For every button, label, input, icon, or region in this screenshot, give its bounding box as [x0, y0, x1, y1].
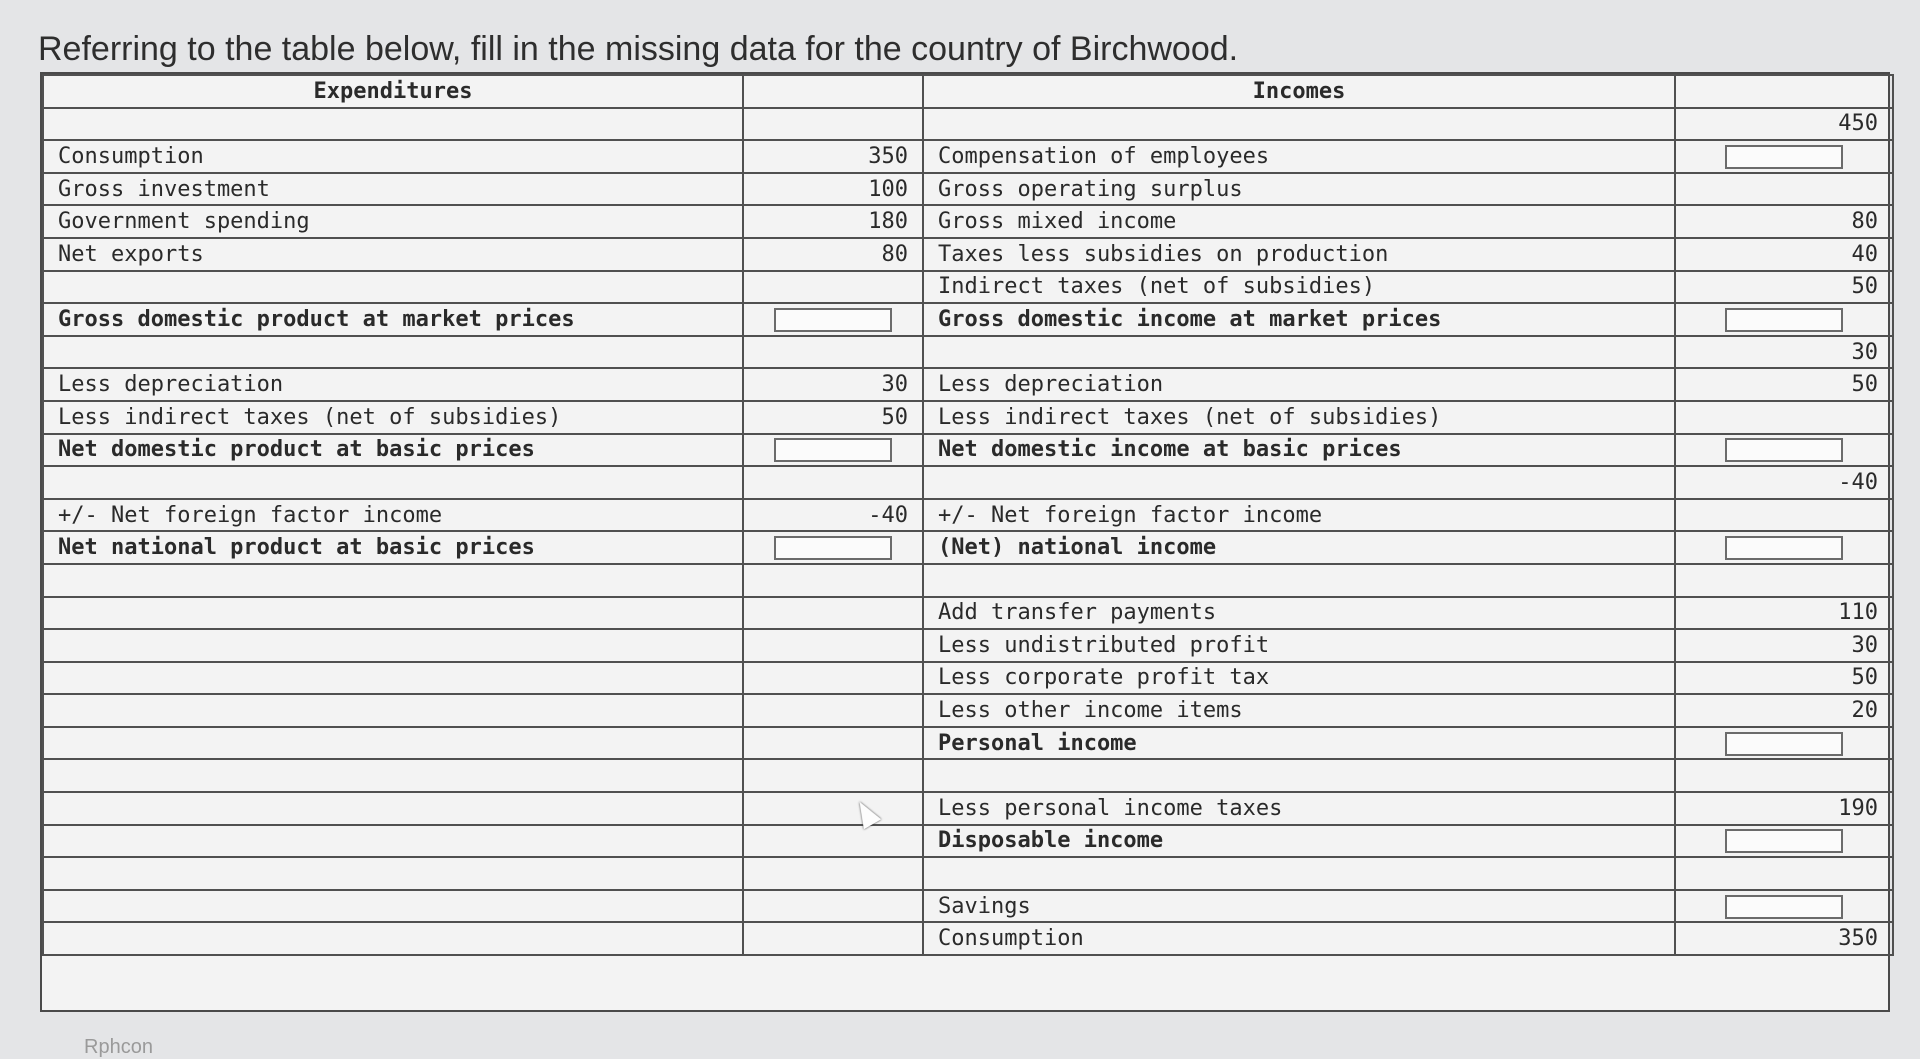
- right-value: [1675, 759, 1893, 792]
- right-value: 350: [1675, 922, 1893, 955]
- left-value: [743, 727, 923, 760]
- table-header-row: [43, 75, 1893, 108]
- right-value: 20: [1675, 694, 1893, 727]
- right-label: Taxes less subsidies on production: [923, 238, 1675, 271]
- right-value: 50: [1675, 271, 1893, 304]
- table-row: [43, 564, 1893, 597]
- table-row: [43, 434, 1893, 467]
- right-label: [923, 564, 1675, 597]
- answer-cell: [1675, 531, 1893, 564]
- left-value: -40: [743, 499, 923, 532]
- right-value: 450: [1675, 108, 1893, 141]
- left-label: [43, 759, 743, 792]
- right-value: [1675, 564, 1893, 597]
- right-label: Consumption: [923, 922, 1675, 955]
- right-label: [923, 759, 1675, 792]
- left-label: [43, 597, 743, 630]
- left-label: [43, 662, 743, 695]
- left-value: [743, 564, 923, 597]
- table-row: [43, 303, 1893, 336]
- right-label: [923, 466, 1675, 499]
- left-value: [743, 108, 923, 141]
- left-label: [43, 108, 743, 141]
- answer-cell: [1675, 727, 1893, 760]
- table-row: [43, 759, 1893, 792]
- gdp-answer-input[interactable]: [774, 308, 892, 332]
- left-label: [43, 336, 743, 369]
- left-label: Net national product at basic prices: [43, 531, 743, 564]
- table-row: [43, 336, 1893, 369]
- left-value: [743, 857, 923, 890]
- answer-cell: [1675, 890, 1893, 923]
- table-row: [43, 173, 1893, 206]
- right-value: 50: [1675, 662, 1893, 695]
- table-row: [43, 597, 1893, 630]
- right-value: [1675, 173, 1893, 206]
- table-row: [43, 140, 1893, 173]
- right-value: 80: [1675, 205, 1893, 238]
- left-value: 180: [743, 205, 923, 238]
- left-label: [43, 271, 743, 304]
- right-value: 190: [1675, 792, 1893, 825]
- right-value: 110: [1675, 597, 1893, 630]
- table-row: [43, 727, 1893, 760]
- left-value: [743, 629, 923, 662]
- left-value: [743, 466, 923, 499]
- right-label: [923, 857, 1675, 890]
- right-value: 30: [1675, 629, 1893, 662]
- table-row: [43, 890, 1893, 923]
- left-label: [43, 825, 743, 858]
- left-value: [743, 336, 923, 369]
- left-label: Less indirect taxes (net of subsidies): [43, 401, 743, 434]
- table-row: [43, 466, 1893, 499]
- table-row: [43, 238, 1893, 271]
- incomes-header: Incomes: [923, 75, 1675, 108]
- national-income-answer-input[interactable]: [1725, 536, 1843, 560]
- left-value: 80: [743, 238, 923, 271]
- right-label: Less indirect taxes (net of subsidies): [923, 401, 1675, 434]
- right-label: Gross operating surplus: [923, 173, 1675, 206]
- answer-cell: [1675, 825, 1893, 858]
- nnp-answer-input[interactable]: [774, 536, 892, 560]
- table-row: [43, 694, 1893, 727]
- ndp-answer-input[interactable]: [774, 438, 892, 462]
- right-label: [923, 336, 1675, 369]
- left-value: [743, 792, 923, 825]
- right-label: Disposable income: [923, 825, 1675, 858]
- left-label: [43, 890, 743, 923]
- right-label: Personal income: [923, 727, 1675, 760]
- answer-cell: [1675, 140, 1893, 173]
- right-value: [1675, 857, 1893, 890]
- left-label: Less depreciation: [43, 368, 743, 401]
- left-value: [743, 825, 923, 858]
- right-value: [1675, 499, 1893, 532]
- table-row: [43, 792, 1893, 825]
- left-label: Net exports: [43, 238, 743, 271]
- left-label: [43, 857, 743, 890]
- table-row: [43, 531, 1893, 564]
- left-label: [43, 792, 743, 825]
- left-label: [43, 629, 743, 662]
- left-label: Gross investment: [43, 173, 743, 206]
- right-label: Savings: [923, 890, 1675, 923]
- left-label: [43, 727, 743, 760]
- left-value: [743, 271, 923, 304]
- left-value: 30: [743, 368, 923, 401]
- disposable-income-answer-input[interactable]: [1725, 829, 1843, 853]
- left-value: [743, 890, 923, 923]
- answer-cell: [1675, 434, 1893, 467]
- right-label: Less depreciation: [923, 368, 1675, 401]
- compensation-answer-input[interactable]: [1725, 145, 1843, 169]
- right-label: [923, 108, 1675, 141]
- left-label: Government spending: [43, 205, 743, 238]
- right-label: Gross domestic income at market prices: [923, 303, 1675, 336]
- savings-answer-input[interactable]: [1725, 895, 1843, 919]
- table-row: [43, 825, 1893, 858]
- right-label: Less personal income taxes: [923, 792, 1675, 825]
- answer-cell: [743, 531, 923, 564]
- answer-cell: [743, 434, 923, 467]
- right-value: 30: [1675, 336, 1893, 369]
- right-value: [1675, 401, 1893, 434]
- right-value: 40: [1675, 238, 1893, 271]
- left-value: [743, 662, 923, 695]
- answer-cell: [743, 303, 923, 336]
- left-label: [43, 466, 743, 499]
- left-value: 50: [743, 401, 923, 434]
- left-value: [743, 694, 923, 727]
- left-label: +/- Net foreign factor income: [43, 499, 743, 532]
- table-row: [43, 108, 1893, 141]
- left-label: [43, 564, 743, 597]
- ndi-answer-input[interactable]: [1725, 438, 1843, 462]
- table-row: [43, 368, 1893, 401]
- header-blank: [1675, 75, 1893, 108]
- left-value: [743, 922, 923, 955]
- table-row: [43, 205, 1893, 238]
- footer-text: Rphcon: [84, 1036, 153, 1058]
- left-label: Consumption: [43, 140, 743, 173]
- national-accounts-table: [40, 72, 1890, 1012]
- left-label: Net domestic product at basic prices: [43, 434, 743, 467]
- table-row: [43, 499, 1893, 532]
- table-row: [43, 857, 1893, 890]
- expenditures-header: Expenditures: [43, 75, 743, 108]
- right-label: Less undistributed profit: [923, 629, 1675, 662]
- left-value: 350: [743, 140, 923, 173]
- left-value: [743, 759, 923, 792]
- right-label: Gross mixed income: [923, 205, 1675, 238]
- right-value: 50: [1675, 368, 1893, 401]
- right-value: -40: [1675, 466, 1893, 499]
- question-text: Referring to the table below, fill in the missing data for the country of Birchwood.: [38, 30, 1239, 68]
- right-label: Less other income items: [923, 694, 1675, 727]
- right-label: Less corporate profit tax: [923, 662, 1675, 695]
- left-label: [43, 922, 743, 955]
- answer-cell: [1675, 303, 1893, 336]
- left-value: [743, 597, 923, 630]
- left-value: 100: [743, 173, 923, 206]
- left-label: Gross domestic product at market prices: [43, 303, 743, 336]
- table-row: [43, 662, 1893, 695]
- right-label: Net domestic income at basic prices: [923, 434, 1675, 467]
- right-label: Indirect taxes (net of subsidies): [923, 271, 1675, 304]
- left-label: [43, 694, 743, 727]
- right-label: Compensation of employees: [923, 140, 1675, 173]
- gdi-answer-input[interactable]: [1725, 308, 1843, 332]
- right-label: Add transfer payments: [923, 597, 1675, 630]
- table-row: [43, 629, 1893, 662]
- right-label: (Net) national income: [923, 531, 1675, 564]
- right-label: +/- Net foreign factor income: [923, 499, 1675, 532]
- table-row: [43, 401, 1893, 434]
- data-table: [42, 74, 1894, 956]
- header-blank: [743, 75, 923, 108]
- table-row: [43, 271, 1893, 304]
- personal-income-answer-input[interactable]: [1725, 732, 1843, 756]
- table-row: [43, 922, 1893, 955]
